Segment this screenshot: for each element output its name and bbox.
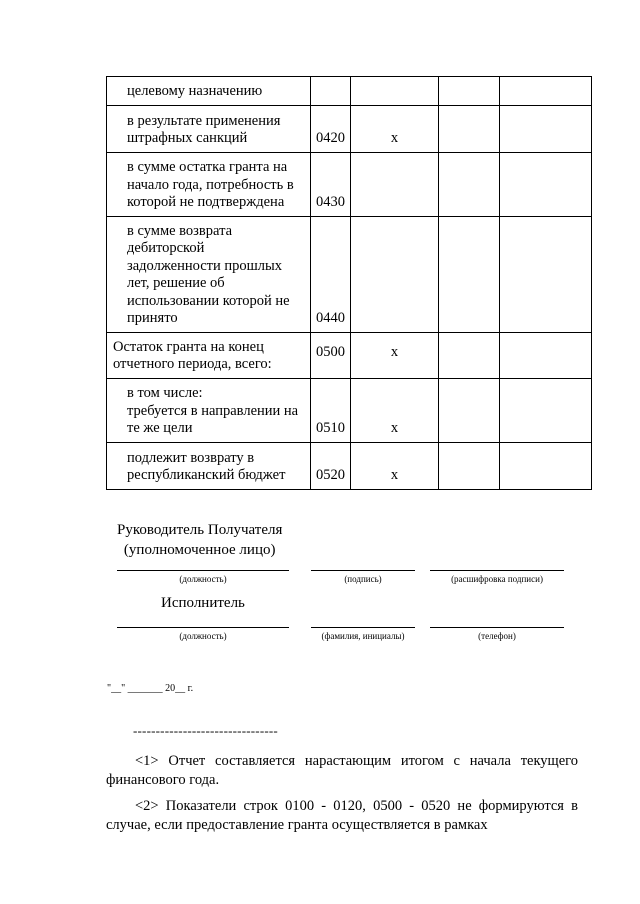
- caption-signature: (подпись): [344, 574, 382, 584]
- row-label: целевому назначению: [107, 77, 311, 106]
- row-cell-empty: [439, 77, 500, 106]
- row-cell-empty: [500, 332, 592, 378]
- row-cell-empty: [500, 77, 592, 106]
- row-label: в результате применения штрафных санкций: [107, 105, 311, 152]
- caption-executor-phone: (телефон): [478, 631, 516, 641]
- row-mark: [351, 77, 439, 106]
- row-code: 0440: [311, 216, 351, 332]
- row-mark: x: [351, 378, 439, 442]
- row-label: в сумме остатка гранта на начало года, потребность в которой не подтверждена: [107, 152, 311, 216]
- caption-executor-position: (должность): [179, 631, 227, 641]
- table-row: [107, 332, 592, 378]
- footnote-2: <2> Показатели строк 0100 - 0120, 0500 - 0520 не формируются в случае, если предоставление гранта осуществляется в рамках: [106, 798, 578, 833]
- grant-report-table: [106, 76, 592, 490]
- row-mark: x: [351, 442, 439, 489]
- row-cell-empty: [500, 442, 592, 489]
- row-mark: [351, 152, 439, 216]
- table-row: [107, 77, 592, 106]
- row-mark: x: [351, 332, 439, 378]
- table-row: [107, 378, 592, 442]
- caption-position: (должность): [179, 574, 227, 584]
- date-line: "__" _______ 20__ г.: [107, 683, 194, 694]
- signature-line: [311, 570, 415, 571]
- row-code: 0500: [311, 332, 351, 378]
- row-cell-empty: [439, 442, 500, 489]
- footnote-separator: --------------------------------: [133, 723, 278, 738]
- executor-name-line: [311, 627, 415, 628]
- caption-executor-name: (фамилия, инициалы): [321, 631, 405, 641]
- signature-decoding-line: [430, 570, 564, 571]
- row-cell-empty: [500, 105, 592, 152]
- row-label: подлежит возврату в республиканский бюджет: [107, 442, 311, 489]
- position-line: [117, 570, 289, 571]
- row-code: 0420: [311, 105, 351, 152]
- row-cell-empty: [439, 332, 500, 378]
- row-cell-empty: [439, 152, 500, 216]
- row-cell-empty: [439, 105, 500, 152]
- row-cell-empty: [500, 152, 592, 216]
- row-mark: x: [351, 105, 439, 152]
- executor-phone-line: [430, 627, 564, 628]
- row-label: Остаток гранта на конец отчетного периода, всего:: [107, 332, 311, 378]
- table-row: [107, 216, 592, 332]
- row-code: [311, 77, 351, 106]
- table-row: [107, 442, 592, 489]
- table-row: [107, 152, 592, 216]
- row-label: в сумме возврата дебиторской задолженности прошлых лет, решение об использовании которой не принято: [107, 216, 311, 332]
- footnote-1: <1> Отчет составляется нарастающим итогом с начала текущего финансового года.: [106, 753, 578, 788]
- row-cell-empty: [439, 378, 500, 442]
- executor-title: Исполнитель: [161, 595, 245, 611]
- executor-position-line: [117, 627, 289, 628]
- row-cell-empty: [500, 378, 592, 442]
- row-cell-empty: [439, 216, 500, 332]
- caption-signature-decoding: (расшифровка подписи): [451, 574, 543, 584]
- table-row: [107, 105, 592, 152]
- row-code: 0510: [311, 378, 351, 442]
- row-cell-empty: [500, 216, 592, 332]
- row-code: 0520: [311, 442, 351, 489]
- row-code: 0430: [311, 152, 351, 216]
- row-label: в том числе: требуется в направлении на те же цели: [107, 378, 311, 442]
- head-signature-title: Руководитель Получателя (уполномоченное лицо): [117, 522, 283, 558]
- row-mark: [351, 216, 439, 332]
